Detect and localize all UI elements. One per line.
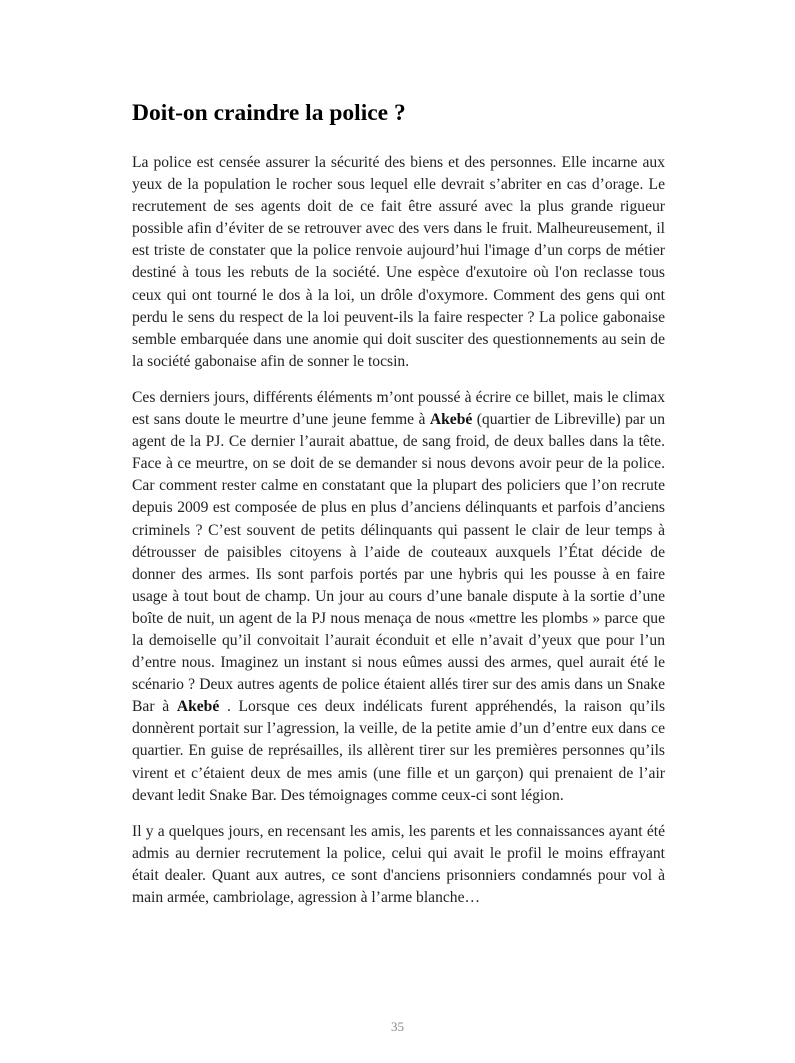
paragraph-2-text-b: (quartier de Libreville) par un agent de la PJ. Ce dernier l’aurait abattue, de sang froid, de deux balles dans la tête. Face à ce meurtre, on se doit de se demander si nous devons avoir peur de la police. Car comment rester calme en constatant que la plupart des policiers que l’on recrute depuis 2009 est composée de plus en plus d’anciens délinquants et parfois d’anciens criminels ? C’est souvent de petits délinquants qui passent le clair de leur temps à détrousser de paisibles citoyens à l’aide de couteaux auxquels l’État décide de donner des armes. Ils sont parfois portés par une hybris qui les pousse à en faire usage à tout bout de champ. Un jour au cours d’une banale dispute à la sortie d’une boîte de nuit, un agent de la PJ nous menaça de nous «mettre les plombs » parce que la demoiselle qu’il convoitait l’aurait éconduit et elle n’avait d’yeux que pour l’un d’entre nous. Imaginez un instant si nous eûmes aussi des armes, quel aurait été le scénario ? Deux autres agents de police étaient allés tirer sur des amis dans un Snake Bar à bbox=[132, 411, 666, 716]
place-name-akebe-2: Akebé bbox=[176, 698, 220, 716]
page-title: Doit-on craindre la police ? bbox=[132, 100, 406, 126]
place-name-akebe: Akebé bbox=[429, 411, 473, 429]
paragraph-2-text-a: Ces derniers jours, différents éléments m’ont poussé à écrire ce billet, mais le climax est sans doute le meurtre d’une jeune femme à bbox=[132, 388, 665, 429]
paragraph-3: Il y a quelques jours, en recensant les amis, les parents et les connaissances ayant été admis au dernier recrutement la police, celui qui avait le profil le moins effrayant était dealer. Quant aux autres, ce sont d'anciens prisonniers condamnés pour vol à main armée, cambriolage, agression à l’arme blanche… bbox=[132, 822, 665, 906]
page-number: 35 bbox=[391, 1019, 404, 1034]
paragraph-2 bbox=[132, 387, 665, 807]
paragraph-1: La police est censée assurer la sécurité des biens et des personnes. Elle incarne aux yeux de la population le rocher sous lequel elle devrait s’abriter en cas d’orage. Le recrutement de ses agents doit de ce fait être assuré avec la plus grande rigueur possible afin d’éviter de se retrouver avec des vers dans le fruit. Malheureusement, il est triste de constater que la police renvoie aujourd’hui l'image d’un corps de métier destiné à tous les rebuts de la société. Une espèce d'exutoire où l'on reclasse tous ceux qui ont tourné le dos à la loi, un drôle d'oxymore. Comment des gens qui ont perdu le sens du respect de la loi peuvent-ils la faire respecter ? La police gabonaise semble embarquée dans une anomie qui doit susciter des questionnements au sein de la société gabonaise afin de sonner le tocsin. bbox=[132, 154, 665, 370]
document-page bbox=[132, 98, 665, 923]
paragraph-2-text-c: . Lorsque ces deux indélicats furent appréhendés, la raison qu’ils donnèrent portait sur l’agression, la veille, de la petite amie d’un d’entre eux dans ce quartier. En guise de représailles, ils allèrent tirer sur les premières personnes qu’ils virent et c’étaient deux de mes amis (une fille et un garçon) qui prenaient de l’air devant ledit Snake Bar. Des témoignages comme ceux-ci sont légion. bbox=[132, 698, 666, 804]
